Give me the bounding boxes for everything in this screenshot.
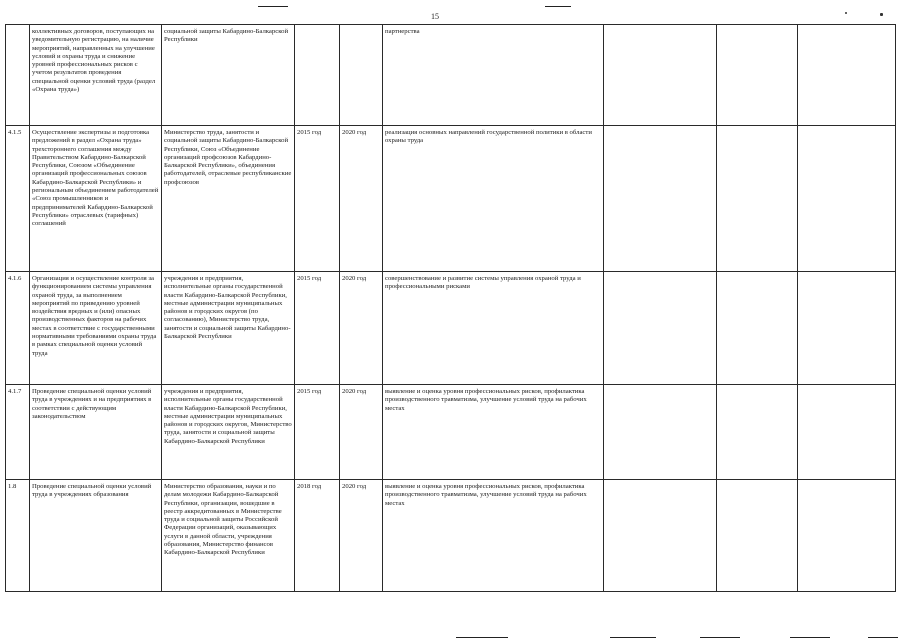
- column-8-cell: [717, 25, 798, 126]
- expected-result-cell: реализация основных направлений государственной политики в области охраны труда: [383, 126, 604, 272]
- expected-result-cell: выявление и оценка уровня профессиональных рисков, профилактика производственного травматизма, улучшение условий труда на рабочих местах: [383, 480, 604, 592]
- start-year-cell: 2015 год: [295, 272, 340, 385]
- scan-dot-2: [880, 13, 883, 16]
- column-9-cell: [798, 480, 896, 592]
- scan-dot-1: [845, 12, 847, 14]
- table-row: [6, 126, 896, 272]
- executors-cell: учреждения и предприятия, исполнительные органы государственной власти Кабардино-Балкарской Республики, местные администрации муниципальных районов и городских округов (по согласованию), Министерство труда, занятости и социальной защиты Кабардино-Балкарской Республики: [162, 272, 295, 385]
- start-year-cell: 2015 год: [295, 385, 340, 480]
- column-8-cell: [717, 385, 798, 480]
- page-number: 15: [431, 12, 439, 21]
- activity-cell: Проведение специальной оценки условий труда в учреждениях образования: [30, 480, 162, 592]
- column-8-cell: [717, 272, 798, 385]
- executors-cell: учреждения и предприятия, исполнительные органы государственной власти Кабардино-Балкарской Республики, местные администрации муниципальных районов и городских округов, Министерство труда, занятости и социальной защиты Кабардино-Балкарской Республики: [162, 385, 295, 480]
- end-year-cell: [340, 25, 383, 126]
- start-year-cell: [295, 25, 340, 126]
- column-9-cell: [798, 385, 896, 480]
- table-row: [6, 385, 896, 480]
- row-number: 4.1.6: [6, 272, 30, 385]
- row-number: 4.1.7: [6, 385, 30, 480]
- start-year-cell: 2018 год: [295, 480, 340, 592]
- start-year-cell: 2015 год: [295, 126, 340, 272]
- column-9-cell: [798, 272, 896, 385]
- activity-cell: коллективных договоров, поступающих на уведомительную регистрацию, на наличие мероприятий, направленных на улучшение условий и охраны труда и снижение уровней профессиональных рисков с учетом результатов проведения специальной оценки условий труда (раздел «Охрана труда»): [30, 25, 162, 126]
- executors-cell: Министерство труда, занятости и социальной защиты Кабардино-Балкарской Республики, Союз «Объединение организаций профсоюзов Кабардино-Балкарской Республики», объединения работодателей, отраслевые республиканские профсоюзов: [162, 126, 295, 272]
- row-number: [6, 25, 30, 126]
- column-7-cell: [604, 126, 717, 272]
- row-number: 1.8: [6, 480, 30, 592]
- scan-mark-bottom-1: [456, 637, 508, 638]
- column-7-cell: [604, 272, 717, 385]
- program-activities-table: [5, 24, 896, 592]
- table-row: [6, 272, 896, 385]
- column-8-cell: [717, 480, 798, 592]
- executors-cell: Министерство образования, науки и по делам молодежи Кабардино-Балкарской Республики, организации, вошедшие в реестр аккредитованных в Министерстве труда и социальной защиты Российской Федерации организаций, оказывающих услуги в данной области, учреждения образования, Министерство финансов Кабардино-Балкарской Республики: [162, 480, 295, 592]
- activity-cell: Организация и осуществление контроля за функционированием системы управления охраной труда, за выполнением мероприятий по приведению уровней воздействия вредных и (или) опасных производственных факторов на рабочих местах в соответствие с государственными нормативными требованиями охраны труда в рамках специальной оценки условий труда: [30, 272, 162, 385]
- column-9-cell: [798, 25, 896, 126]
- scan-mark-bottom-2: [610, 637, 656, 638]
- table-row: [6, 25, 896, 126]
- scan-mark-bottom-3: [700, 637, 740, 638]
- column-9-cell: [798, 126, 896, 272]
- column-7-cell: [604, 385, 717, 480]
- expected-result-cell: выявление и оценка уровня профессиональных рисков, профилактика производственного травматизма, улучшение условий труда на рабочих местах: [383, 385, 604, 480]
- row-number: 4.1.5: [6, 126, 30, 272]
- end-year-cell: 2020 год: [340, 385, 383, 480]
- column-8-cell: [717, 126, 798, 272]
- table-row: [6, 480, 896, 592]
- end-year-cell: 2020 год: [340, 126, 383, 272]
- scan-mark-bottom-5: [868, 637, 898, 638]
- end-year-cell: 2020 год: [340, 480, 383, 592]
- scan-mark-top-1: [258, 6, 288, 7]
- expected-result-cell: партнерства: [383, 25, 604, 126]
- activity-cell: Осуществление экспертизы и подготовка предложений в раздел «Охрана труда» трехстороннего соглашения между Правительством Кабардино-Балкарской Республики, Союзом «Объединение организаций профессиональных союзов Кабардино-Балкарской Республики» и региональным объединением работодателей «Союз промышленников и предпринимателей Кабардино-Балкарской Республики» отраслевых (тарифных) соглашений: [30, 126, 162, 272]
- activity-cell: Проведение специальной оценки условий труда в учреждениях и на предприятиях в соответствии с действующим законодательством: [30, 385, 162, 480]
- scan-mark-bottom-4: [790, 637, 830, 638]
- scan-mark-top-2: [545, 6, 571, 7]
- expected-result-cell: совершенствование и развитие системы управления охраной труда и профессиональными рисками: [383, 272, 604, 385]
- executors-cell: социальной защиты Кабардино-Балкарской Республики: [162, 25, 295, 126]
- column-7-cell: [604, 25, 717, 126]
- end-year-cell: 2020 год: [340, 272, 383, 385]
- column-7-cell: [604, 480, 717, 592]
